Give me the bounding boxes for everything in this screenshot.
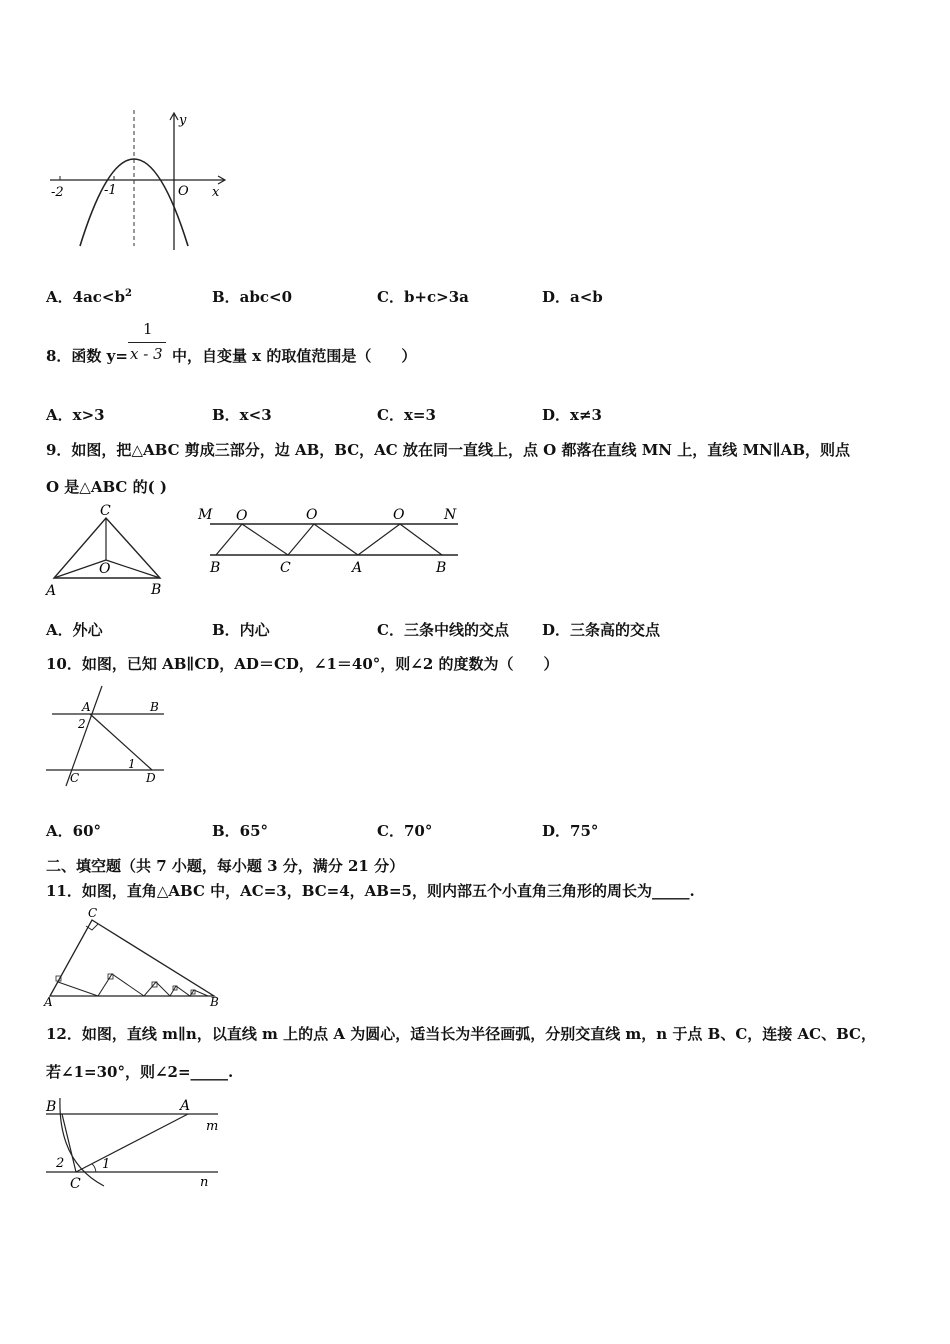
small-triangles	[58, 974, 208, 996]
q7-option-c[interactable]: C．b+c>3a	[377, 288, 469, 306]
label-origin: O	[178, 184, 189, 199]
seg-ac	[76, 1114, 188, 1172]
q9-option-d[interactable]: D．三条高的交点	[542, 621, 661, 639]
label-angle2: 2	[78, 717, 86, 731]
q7-option-d[interactable]: D．a<b	[542, 288, 603, 306]
q8-option-b[interactable]: B．x<3	[212, 406, 272, 424]
label-o2: O	[306, 507, 318, 523]
label-m: M	[198, 507, 213, 523]
label-b1: B	[210, 560, 221, 576]
q11-figure	[42, 906, 224, 1008]
q8-option-c[interactable]: C．x=3	[377, 406, 436, 424]
right-angle-c	[86, 924, 98, 930]
q10-option-c[interactable]: C．70°	[377, 822, 433, 840]
label-a: A	[180, 1098, 191, 1114]
q8-fraction-bar	[128, 342, 166, 343]
q10-stem: 10．如图，已知 AB∥CD，AD＝CD，∠1＝40°，则∠2 的度数为（ ）	[46, 655, 559, 673]
q7-option-b[interactable]: B．abc<0	[212, 288, 293, 306]
q10-option-d[interactable]: D．75°	[542, 822, 599, 840]
q12-stem-line2: 若∠1=30°，则∠2=_____.	[46, 1063, 234, 1081]
q9-stem-line2: O 是△ABC 的( )	[46, 478, 167, 496]
q9-option-b[interactable]: B．内心	[212, 621, 270, 639]
label-c: C	[100, 503, 111, 519]
q8-fraction-numerator: 1	[143, 320, 153, 338]
q7-parabola-figure	[46, 108, 236, 256]
label-b2: B	[436, 560, 447, 576]
label-x: x	[212, 185, 220, 200]
q8-option-a[interactable]: A．x>3	[46, 406, 105, 424]
q9-triangle-figure	[44, 502, 174, 600]
label-angle1: 1	[128, 757, 136, 771]
label-o3: O	[393, 507, 405, 523]
q10-figure	[44, 684, 170, 790]
q9-option-c[interactable]: C．三条中线的交点	[377, 621, 509, 639]
label-o1: O	[236, 508, 248, 524]
q8-stem-prefix: 8．函数 y=	[46, 347, 128, 365]
section2-title: 二、填空题（共 7 小题，每小题 3 分，满分 21 分）	[46, 857, 405, 875]
seg-ad	[90, 714, 152, 770]
label-angle1: 1	[102, 1157, 111, 1172]
label-a: A	[44, 995, 53, 1008]
q7-option-a[interactable]	[46, 286, 132, 307]
q9-strip-figure	[196, 502, 464, 580]
q10-option-b[interactable]: B．65°	[212, 822, 269, 840]
label-neg2: -2	[51, 185, 64, 200]
label-neg1: -1	[104, 183, 117, 198]
q8-option-d[interactable]: D．x≠3	[542, 406, 602, 424]
label-d: D	[146, 771, 156, 785]
label-y: y	[179, 113, 187, 128]
label-b: B	[210, 995, 219, 1008]
angle1-arc	[92, 1164, 96, 1172]
label-angle2: 2	[56, 1156, 65, 1171]
label-b: B	[150, 700, 159, 714]
label-a: A	[352, 560, 363, 576]
triangle-abc	[50, 920, 214, 996]
label-b: B	[151, 582, 162, 598]
q9-option-a[interactable]: A．外心	[46, 621, 103, 639]
label-c: C	[70, 771, 80, 785]
q10-option-a[interactable]: A．60°	[46, 822, 102, 840]
label-a: A	[46, 583, 57, 599]
label-n: N	[444, 507, 457, 523]
label-o: O	[99, 561, 111, 577]
label-c: C	[280, 560, 291, 576]
q11-stem: 11．如图，直角△ABC 中，AC=3，BC=4，AB=5，则内部五个小直角三角形的周长为_____.	[46, 882, 695, 900]
label-c: C	[88, 906, 98, 920]
q12-stem-line1: 12．如图，直线 m∥n，以直线 m 上的点 A 为圆心，适当长为半径画弧，分别交直线 m，n 于点 B、C，连接 AC、BC，	[46, 1025, 876, 1043]
q9-stem-line1: 9．如图，把△ABC 剪成三部分，边 AB，BC，AC 放在同一直线上，点 O 都落在直线 MN 上，直线 MN∥AB，则点	[46, 441, 851, 459]
q8-stem	[46, 345, 416, 366]
q12-figure	[40, 1092, 226, 1192]
q7-option-a-text: A．4ac<b	[46, 288, 125, 306]
q8-stem-suffix: 中，自变量 x 的取值范围是（ ）	[171, 347, 417, 365]
label-n: n	[200, 1175, 209, 1190]
label-b: B	[46, 1099, 57, 1115]
label-c: C	[70, 1176, 81, 1192]
q7-option-a-sup: 2	[125, 288, 132, 299]
label-m: m	[206, 1119, 219, 1134]
label-a: A	[82, 700, 91, 714]
zigzag	[216, 524, 442, 555]
q8-fraction-denominator: x - 3	[130, 345, 163, 363]
arc	[60, 1098, 104, 1186]
